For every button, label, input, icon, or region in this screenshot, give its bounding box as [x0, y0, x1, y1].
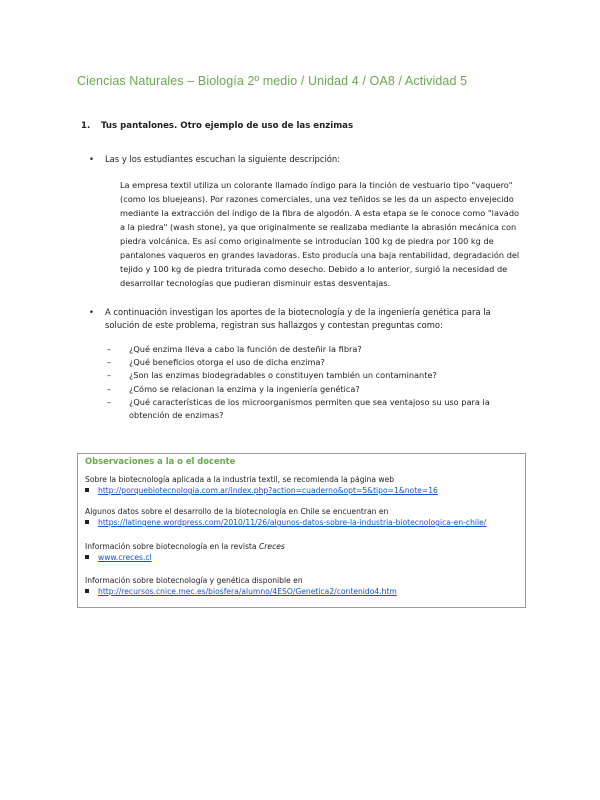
observations-title: Observaciones a la o el docente: [85, 456, 236, 466]
observation-entry: [85, 474, 521, 496]
observation-link-row: [85, 517, 521, 528]
square-bullet-icon: [85, 520, 89, 524]
section-heading: [81, 121, 353, 131]
questions-list: [107, 343, 527, 422]
section-number: 1.: [81, 121, 91, 131]
bullet-text: A continuación investigan los aportes de la biotecnología y de la ingeniería genética para la solución de este problema, registran sus hallazgos y contestan preguntas como:: [105, 307, 491, 330]
observation-text: Sobre la biotecnología aplicada a la industria textil, se recomienda la página web: [85, 475, 395, 484]
observation-link[interactable]: http://recursos.cnice.mec.es/biosfera/alumno/4ESO/Genetica2/contenido4.htm: [98, 587, 397, 596]
page-header-breadcrumb: Ciencias Naturales – Biología 2º medio / Unidad 4 / OA8 / Actividad 5: [77, 74, 468, 88]
teacher-observations-box: [77, 453, 526, 608]
dash-icon: –: [107, 396, 112, 407]
observation-entry: [85, 541, 521, 563]
square-bullet-icon: [85, 555, 89, 559]
observation-entry: [85, 575, 521, 597]
observation-text: Información sobre biotecnología en la revista: [85, 542, 257, 551]
bullet-icon: •: [89, 154, 94, 164]
bullet-text: Las y los estudiantes escuchan la siguiente descripción:: [105, 154, 341, 164]
dash-icon: –: [107, 357, 112, 368]
observation-text: Algunos datos sobre el desarrollo de la biotecnología en Chile se encuentran en: [85, 507, 389, 516]
dash-icon: –: [107, 383, 112, 394]
observation-link-row: [85, 586, 521, 597]
question-item: [107, 343, 527, 356]
bullet-icon: •: [89, 307, 94, 317]
question-text: ¿Son las enzimas biodegradables o constituyen también un contaminante?: [129, 370, 437, 381]
question-item: [107, 369, 527, 382]
section-title: Tus pantalones. Otro ejemplo de uso de las enzimas: [101, 121, 354, 131]
square-bullet-icon: [85, 488, 89, 492]
dash-icon: –: [107, 344, 112, 354]
magazine-name: Creces: [258, 542, 285, 551]
observation-link[interactable]: http://porquebiotecnologia.com.ar/index.php?action=cuaderno&opt=5&tipo=1&note=16: [98, 486, 438, 495]
observation-entry: [85, 506, 521, 528]
question-item: [107, 356, 527, 369]
description-paragraph: La empresa textil utiliza un colorante llamado índigo para la tinción de vestuario tipo "vaquero" (como los bluejeans). Por razones comerciales, una vez teñidos se les da un aspecto envejecido mediante la extracción del índigo de la fibra de algodón. A esta etapa se le conoce como "lavado a la piedra" (wash stone), ya que originalmente se realizaba mediante la abrasión mecánica con piedra volcánica. Es así como originalmente se introducían 100 kg de piedra por 100 kg de pantalones vaqueros en grandes lavadoras. Esto producía una baja rentabilidad, degradación del tejido y 100 kg de piedra triturada como desecho. Debido a lo anterior, surgió la necesidad de desarrollar tecnologías que pudieran disminuir estas desventajas.: [120, 180, 520, 288]
observation-text: Información sobre biotecnología y genética disponible en: [85, 576, 303, 585]
question-text: ¿Qué beneficios otorga el uso de dicha enzima?: [129, 357, 325, 368]
observation-link-row: [85, 552, 521, 563]
question-item: [107, 396, 527, 422]
square-bullet-icon: [85, 589, 89, 593]
question-text: ¿Qué características de los microorganismos permiten que sea ventajoso su uso para la obtención de enzimas?: [129, 396, 490, 421]
question-text: ¿Qué enzima lleva a cabo la función de desteñir la fibra?: [129, 344, 362, 354]
observation-text-row: [85, 541, 521, 552]
observation-link[interactable]: https://latingene.wordpress.com/2010/11/26/algunos-datos-sobre-la-industria-biotecnologica-en-chile/: [98, 518, 487, 527]
question-item: [107, 383, 527, 396]
question-text: ¿Cómo se relacionan la enzima y la ingeniería genética?: [129, 383, 360, 394]
observation-link-row: [85, 485, 521, 496]
dash-icon: –: [107, 370, 112, 381]
observation-link[interactable]: www.creces.cl: [98, 553, 152, 562]
